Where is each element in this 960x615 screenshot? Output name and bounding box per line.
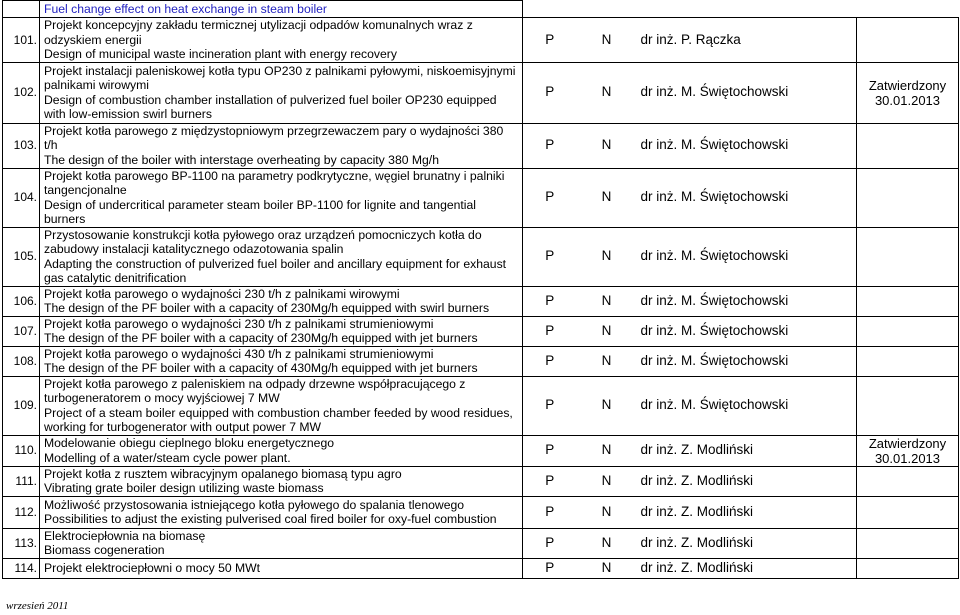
topic-title-en: Vibrating grate boiler design utilizing waste biomass: [44, 481, 324, 495]
topic-number: 111.: [3, 466, 40, 496]
topic-title-pl: Projekt kotła parowego o wydajności 430 t/h z palnikami strumieniowymi: [44, 346, 434, 361]
topic-type-n: N: [577, 123, 637, 168]
topic-type-n: N: [577, 528, 637, 558]
topic-title: [40, 558, 523, 578]
topic-title: [40, 376, 523, 435]
topic-number: 108.: [3, 346, 40, 376]
topic-title-en: Possibilities to adjust the existing pulverised coal fired boiler for oxy-fuel combustion: [44, 512, 497, 526]
topic-title-pl: Projekt kotła z rusztem wibracyjnym opalanego biomasą typu agro: [44, 466, 402, 481]
supervisor: dr inż. M. Świętochowski: [637, 376, 857, 435]
topic-title-en: Design of undercritical parameter steam boiler BP-1100 for lignite and tangential burners: [44, 197, 476, 226]
topic-title: [40, 435, 523, 466]
approval-status: [857, 466, 959, 496]
topic-type-n: N: [577, 435, 637, 466]
table-row: [3, 1, 959, 18]
topic-number: 105.: [3, 227, 40, 286]
topic-title: [40, 316, 523, 346]
topic-title: [40, 18, 523, 63]
table-row: [3, 123, 959, 168]
topic-type-n: N: [577, 346, 637, 376]
topic-number: 107.: [3, 316, 40, 346]
approval-status: [857, 1, 959, 18]
supervisor: dr inż. Z. Modliński: [637, 466, 857, 496]
topic-title: [40, 123, 523, 168]
topic-title-pl: Projekt instalacji paleniskowej kotła typu OP230 z palnikami pyłowymi, niskoemisyjnymi palnikami wirowymi: [44, 63, 516, 92]
table-row: [3, 435, 959, 466]
supervisor: dr inż. Z. Modliński: [637, 528, 857, 558]
topic-title-pl: Elektrociepłownia na biomasę: [44, 528, 206, 543]
topic-title-pl: Projekt kotła parowego o wydajności 230 t/h z palnikami wirowymi: [44, 286, 400, 301]
topic-type-n: [577, 1, 637, 18]
topic-number: 109.: [3, 376, 40, 435]
topic-type-p: P: [523, 62, 577, 123]
approval-status: [857, 123, 959, 168]
approval-status: [857, 286, 959, 316]
topic-title: [40, 286, 523, 316]
topic-type-p: P: [523, 496, 577, 528]
approval-status: Zatwierdzony 30.01.2013: [857, 435, 959, 466]
topic-number: 114.: [3, 558, 40, 578]
approval-status: [857, 316, 959, 346]
topic-type-p: P: [523, 528, 577, 558]
topic-title-en: The design of the PF boiler with a capacity of 230Mg/h equipped with swirl burners: [44, 301, 490, 315]
footer-date: wrzesień 2011: [6, 600, 69, 612]
topic-number: [3, 1, 40, 18]
supervisor: dr inż. M. Świętochowski: [637, 346, 857, 376]
topic-type-p: P: [523, 346, 577, 376]
approval-status: [857, 376, 959, 435]
topic-number: 112.: [3, 496, 40, 528]
topic-type-p: P: [523, 227, 577, 286]
topic-type-p: P: [523, 466, 577, 496]
approval-status: [857, 18, 959, 63]
topic-type-p: P: [523, 558, 577, 578]
supervisor: dr inż. M. Świętochowski: [637, 123, 857, 168]
topic-title: [40, 496, 523, 528]
topic-number: 106.: [3, 286, 40, 316]
topic-type-n: N: [577, 376, 637, 435]
table-row: [3, 286, 959, 316]
topic-type-n: N: [577, 168, 637, 227]
topic-type-n: N: [577, 316, 637, 346]
topics-table: [2, 0, 959, 579]
topic-title: [40, 346, 523, 376]
topic-title-en: Modelling of a water/steam cycle power plant.: [44, 450, 291, 465]
topic-title-pl: Projekt kotła parowego BP-1100 na parametry podkrytyczne, węgiel brunatny i palniki tangencjonalne: [44, 168, 505, 197]
table-row: [3, 466, 959, 496]
table-row: [3, 227, 959, 286]
approval-status: [857, 496, 959, 528]
topic-title-pl: Projekt koncepcyjny zakładu termicznej utylizacji odpadów komunalnych wraz z odzyskiem energii: [44, 18, 473, 47]
topic-number: 103.: [3, 123, 40, 168]
supervisor: [637, 1, 857, 18]
topic-type-p: [523, 1, 577, 18]
supervisor: dr inż. M. Świętochowski: [637, 286, 857, 316]
supervisor: dr inż. M. Świętochowski: [637, 168, 857, 227]
topic-title-en: The design of the PF boiler with a capacity of 230Mg/h equipped with jet burners: [44, 331, 478, 345]
supervisor: dr inż. Z. Modliński: [637, 496, 857, 528]
supervisor: dr inż. M. Świętochowski: [637, 227, 857, 286]
topic-title: [40, 1, 523, 18]
topic-number: 104.: [3, 168, 40, 227]
topic-title-pl: Projekt kotła parowego z międzystopniowym przegrzewaczem pary o wydajności 380 t/h: [44, 123, 504, 153]
topic-type-n: N: [577, 227, 637, 286]
topic-title-en: Adapting the construction of pulverized fuel boiler and ancillary equipment for exhaust gas catalytic denitrification: [44, 256, 507, 285]
supervisor: dr inż. Z. Modliński: [637, 558, 857, 578]
topic-type-p: P: [523, 435, 577, 466]
approval-status: [857, 168, 959, 227]
approval-status: Zatwierdzony 30.01.2013: [857, 62, 959, 123]
topic-title: [40, 168, 523, 227]
topic-type-n: N: [577, 558, 637, 578]
topic-title: [40, 528, 523, 558]
topic-title: [40, 227, 523, 286]
table-row: [3, 528, 959, 558]
topic-title-pl: Projekt kotła parowego o wydajności 230 t/h z palnikami strumieniowymi: [44, 316, 434, 331]
topic-title: [40, 62, 523, 123]
table-row: [3, 62, 959, 123]
topic-type-n: N: [577, 62, 637, 123]
topic-number: 102.: [3, 62, 40, 123]
topic-title-en: Design of combustion chamber installation of pulverized fuel boiler OP230 equipped with low-emission swirl burners: [44, 92, 497, 121]
approval-status: [857, 558, 959, 578]
topic-title: [40, 466, 523, 496]
topic-title-pl: Możliwość przystosowania istniejącego kotła pyłowego do spalania tlenowego: [44, 497, 465, 512]
approval-status: [857, 346, 959, 376]
topic-number: 113.: [3, 528, 40, 558]
table-row: [3, 18, 959, 63]
topic-number: 101.: [3, 18, 40, 63]
topic-title-en: Design of municipal waste incineration plant with energy recovery: [44, 47, 397, 61]
table-row: [3, 496, 959, 528]
topic-title-pl: Projekt elektrociepłowni o mocy 50 MWt: [44, 560, 261, 575]
supervisor: dr inż. M. Świętochowski: [637, 316, 857, 346]
topic-title-pl: Przystosowanie konstrukcji kotła pyłowego oraz urządzeń pomocniczych kotła do zabudowy instalacji katalitycznego odazotowania spalin: [44, 227, 482, 256]
topic-title-en: Project of a steam boiler equipped with combustion chamber feeded by wood residues, working for turbogenerator with output power 7 MW: [44, 405, 513, 434]
topic-type-p: P: [523, 123, 577, 168]
topics-table-body: [3, 1, 959, 579]
topic-title-pl: Projekt kotła parowego z paleniskiem na odpady drzewne współpracującego z turbogeneratorem o mocy wyjściowej 7 MW: [44, 376, 466, 405]
supervisor: dr inż. P. Rączka: [637, 18, 857, 63]
topic-type-n: N: [577, 286, 637, 316]
approval-status: [857, 528, 959, 558]
topic-title-en: Fuel change effect on heat exchange in steam boiler: [44, 1, 327, 16]
topic-title-en: The design of the boiler with interstage overheating by capacity 380 Mg/h: [44, 152, 439, 167]
topic-number: 110.: [3, 435, 40, 466]
topic-type-n: N: [577, 18, 637, 63]
supervisor: dr inż. Z. Modliński: [637, 435, 857, 466]
topic-type-p: P: [523, 168, 577, 227]
topic-title-pl: Modelowanie obiegu cieplnego bloku energetycznego: [44, 436, 335, 450]
table-row: [3, 376, 959, 435]
topic-type-p: P: [523, 376, 577, 435]
approval-status: [857, 227, 959, 286]
topic-type-n: N: [577, 466, 637, 496]
topic-type-p: P: [523, 286, 577, 316]
topic-title-en: Biomass cogeneration: [44, 543, 165, 557]
topic-title-en: The design of the PF boiler with a capacity of 430Mg/h equipped with jet burners: [44, 361, 478, 375]
table-row: [3, 558, 959, 578]
supervisor: dr inż. M. Świętochowski: [637, 62, 857, 123]
topic-type-p: P: [523, 316, 577, 346]
topic-type-p: P: [523, 18, 577, 63]
table-row: [3, 316, 959, 346]
topic-type-n: N: [577, 496, 637, 528]
table-row: [3, 168, 959, 227]
table-row: [3, 346, 959, 376]
